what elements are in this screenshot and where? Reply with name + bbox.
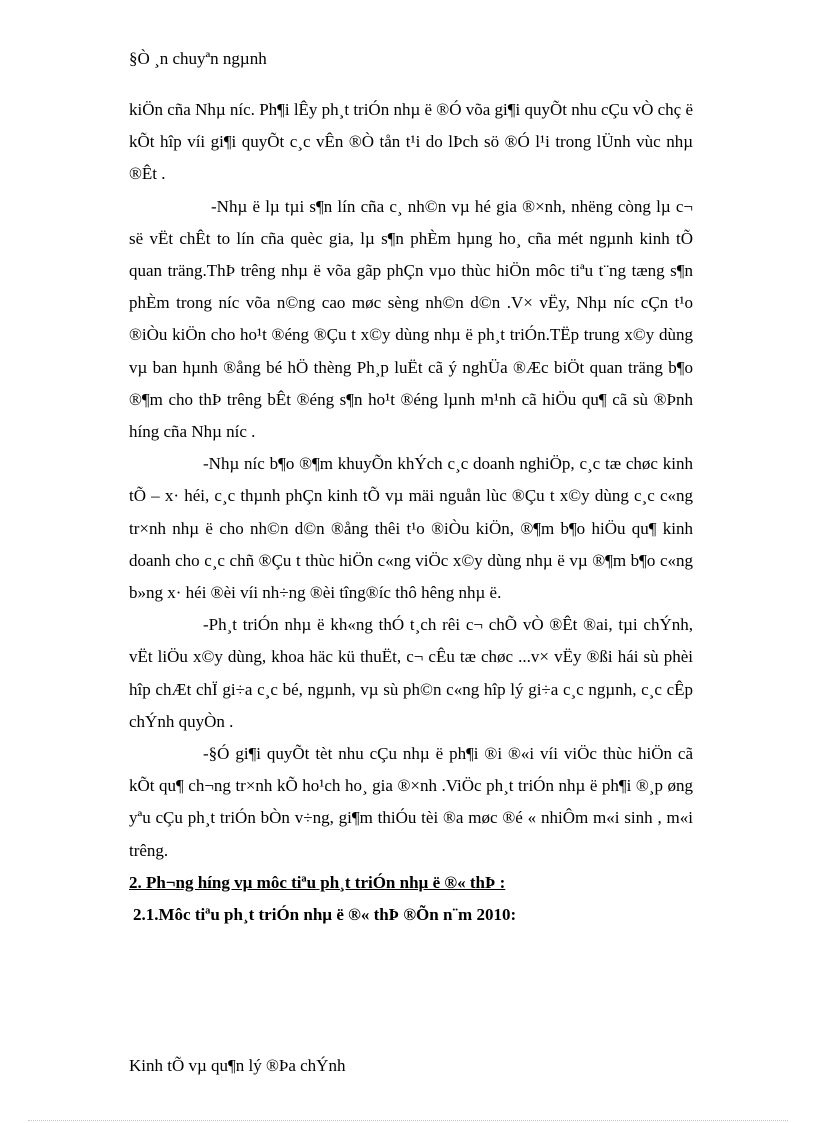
paragraph-4: -Ph¸t triÓn nhµ ë kh«ng thÓ t¸ch rêi c¬ chÕ vÒ ®Êt ®ai, tµi chÝnh, vËt liÖu x©y dùng, khoa häc kü thuËt, c¬ cÊu tæ chøc ...v× vËy ®ßi hái sù phèi hîp chÆt chÏ gi÷a c¸c bé, ngµnh, vµ sù ph©n c«ng hîp lý gi÷a c¸c ngµnh, c¸c cÊp chÝnh quyÒn .: [129, 615, 693, 731]
paragraph-1: kiÖn cña Nhµ níc. Ph¶i lÊy ph¸t triÓn nhµ ë ®Ó võa gi¶i quyÕt nhu cÇu vÒ chç ë kÕt hîp víi gi¶i quyÕt c¸c vÊn ®Ò tån t¹i do lÞch sö ®Ó l¹i trong lÜnh vùc nhµ ®Êt .: [129, 100, 693, 184]
page-header-title: §Ò ¸n chuyªn ngµnh: [129, 49, 267, 68]
page-footer-text: Kinh tÕ vµ qu¶n lý ®Þa chÝnh: [129, 1056, 346, 1075]
section-heading: 2. Ph¬ng híng vµ môc tiªu ph¸t triÓn nhµ ë ®« thÞ :: [129, 872, 506, 892]
paragraph-5: -§Ó gi¶i quyÕt tèt nhu cÇu nhµ ë ph¶i ®i ®«i víi viÖc thùc hiÖn cã kÕt qu¶ ch¬ng tr×nh kÕ ho¹ch ho¸ gia ®×nh .ViÖc ph¸t triÓn nhµ ë ph¶i ®¸p øng yªu cÇu ph¸t triÓn bÒn v÷ng, gi¶m thiÓu tèi ®a møc ®é « nhiÔm m«i sinh , m«i trêng.: [129, 744, 693, 860]
page-bottom-divider: [28, 1120, 788, 1121]
subsection-heading: 2.1.Môc tiªu ph¸t triÓn nhµ ë ®« thÞ ®Õn n¨m 2010:: [133, 905, 517, 925]
paragraph-3: -Nhµ níc b¶o ®¶m khuyÕn khÝch c¸c doanh nghiÖp, c¸c tæ chøc kinh tÕ – x· héi, c¸c thµnh phÇn kinh tÕ vµ mäi nguån lùc ®Çu t x©y dùng c¸c c«ng tr×nh nhµ ë cho nh©n d©n ®ång thêi t¹o ®iÒu kiÖn, ®¶m b¶o hiÖu qu¶ kinh doanh cho c¸c chñ ®Çu t thùc hiÖn c«ng viÖc x©y dùng nhµ ë vµ ®¶m b¶o c«ng b»ng x· héi ®èi víi nh÷ng ®èi tîng®íc thô hêng nhµ ë.: [129, 454, 693, 603]
document-body: [129, 94, 693, 931]
paragraph-2: -Nhµ ë lµ tµi s¶n lín cña c¸ nh©n vµ hé gia ®×nh, nhëng còng lµ c¬ së vËt chÊt to lín cña quèc gia, lµ s¶n phÈm hµng ho¸ cña mét ngµnh kinh tÕ quan träng.ThÞ trêng nhµ ë võa gãp phÇn vµo thùc hiÖn môc tiªu t¨ng tæng s¶n phÈm trong níc võa n©ng cao møc sèng nh©n d©n .V× vËy, Nhµ níc cÇn t¹o ®iÒu kiÖn cho ho¹t ®éng ®Çu t x©y dùng nhµ ë ph¸t triÓn.TËp trung x©y dùng vµ ban hµnh ®ång bé hÖ thèng Ph¸p luËt cã ý nghÜa ®Æc biÖt quan träng b¶o ®¶m cho thÞ trêng bÊt ®éng s¶n ho¹t ®éng lµnh m¹nh cã hiÖu qu¶ cã sù ®Þnh híng cña Nhµ níc .: [129, 196, 693, 442]
